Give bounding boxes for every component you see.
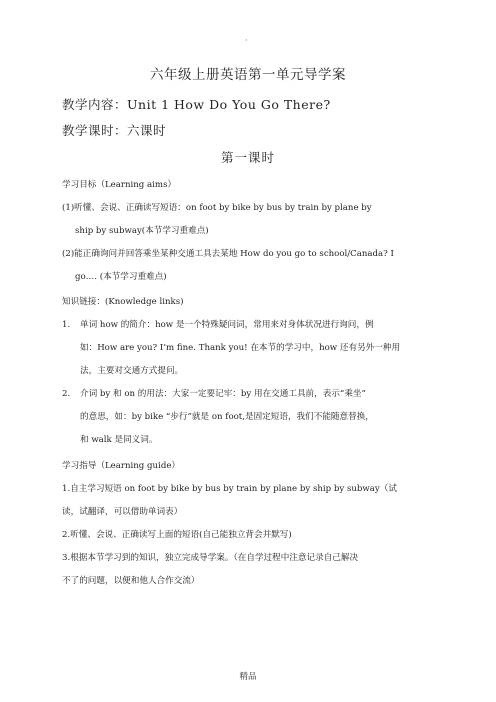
links-item-1-number: 1. [62, 320, 71, 330]
top-mark: · [245, 36, 248, 45]
page-title: 六年级上册英语第一单元导学案 [150, 67, 346, 83]
aims-item-2-line-2: go…. (本节学习重难点) [75, 272, 167, 282]
aims-heading: 学习目标（Learning aims） [62, 180, 177, 190]
guide-item-2: 2.听懂、会说、正确读写上面的短语(自己能独立背会并默写) [62, 530, 292, 540]
links-item-2-number: 2. [62, 389, 71, 399]
links-heading: 知识链接：(Knowledge links) [62, 297, 184, 307]
guide-item-1-line-1: 1.自主学习短语 on foot by bike by bus by train by plane by ship by subway（试 [62, 484, 397, 494]
aims-item-1-line-2: ship by subway(本节学习重难点) [75, 226, 209, 236]
aims-item-1-line-1: (1)听懂、会说、正确读写短语：on foot by bike by bus by train by plane by [62, 203, 372, 213]
content-line: 教学内容：Unit 1 How Do You Go There? [62, 97, 331, 112]
links-item-2-line-1: 介词 by 和 on 的用法：大家一定要记牢：by 用在交通工具前，表示“乘坐” [80, 389, 366, 399]
hours-line: 教学课时：六课时 [62, 123, 167, 138]
aims-item-2-line-1: (2)能正确询问并回答乘坐某种交通工具去某地 How do you go to school/Canada? I [62, 249, 394, 259]
guide-heading: 学习指导（Learning guide） [62, 461, 181, 471]
lesson-heading: 第一课时 [220, 150, 275, 165]
guide-item-1-line-2: 读，试翻译，可以借助单词表） [62, 507, 183, 517]
links-item-1-line-1: 单词 how 的简介：how 是一个特殊疑问词，常用来对身体状况进行询问，例 [80, 320, 374, 330]
links-item-2-line-3: 和 walk 是同义词。 [80, 435, 158, 445]
links-item-1-line-3: 法，主要对交通方式提问。 [80, 366, 184, 376]
links-item-1-line-2: 如：How are you? I’m fine. Thank you! 在本节的学习中，how 还有另外一种用 [80, 343, 401, 353]
page-footer: 精品 [239, 672, 257, 682]
guide-item-3-line-2: 不了的问题，以便和他人合作交流） [62, 576, 200, 586]
links-item-2-line-2: 的意思，如：by bike “步行”就是 on foot,是固定短语，我们不能随意替换， [80, 412, 374, 422]
guide-item-3-line-1: 3.根据本节学习到的知识，独立完成导学案。（在自学过程中注意记录自己解决 [62, 553, 359, 563]
